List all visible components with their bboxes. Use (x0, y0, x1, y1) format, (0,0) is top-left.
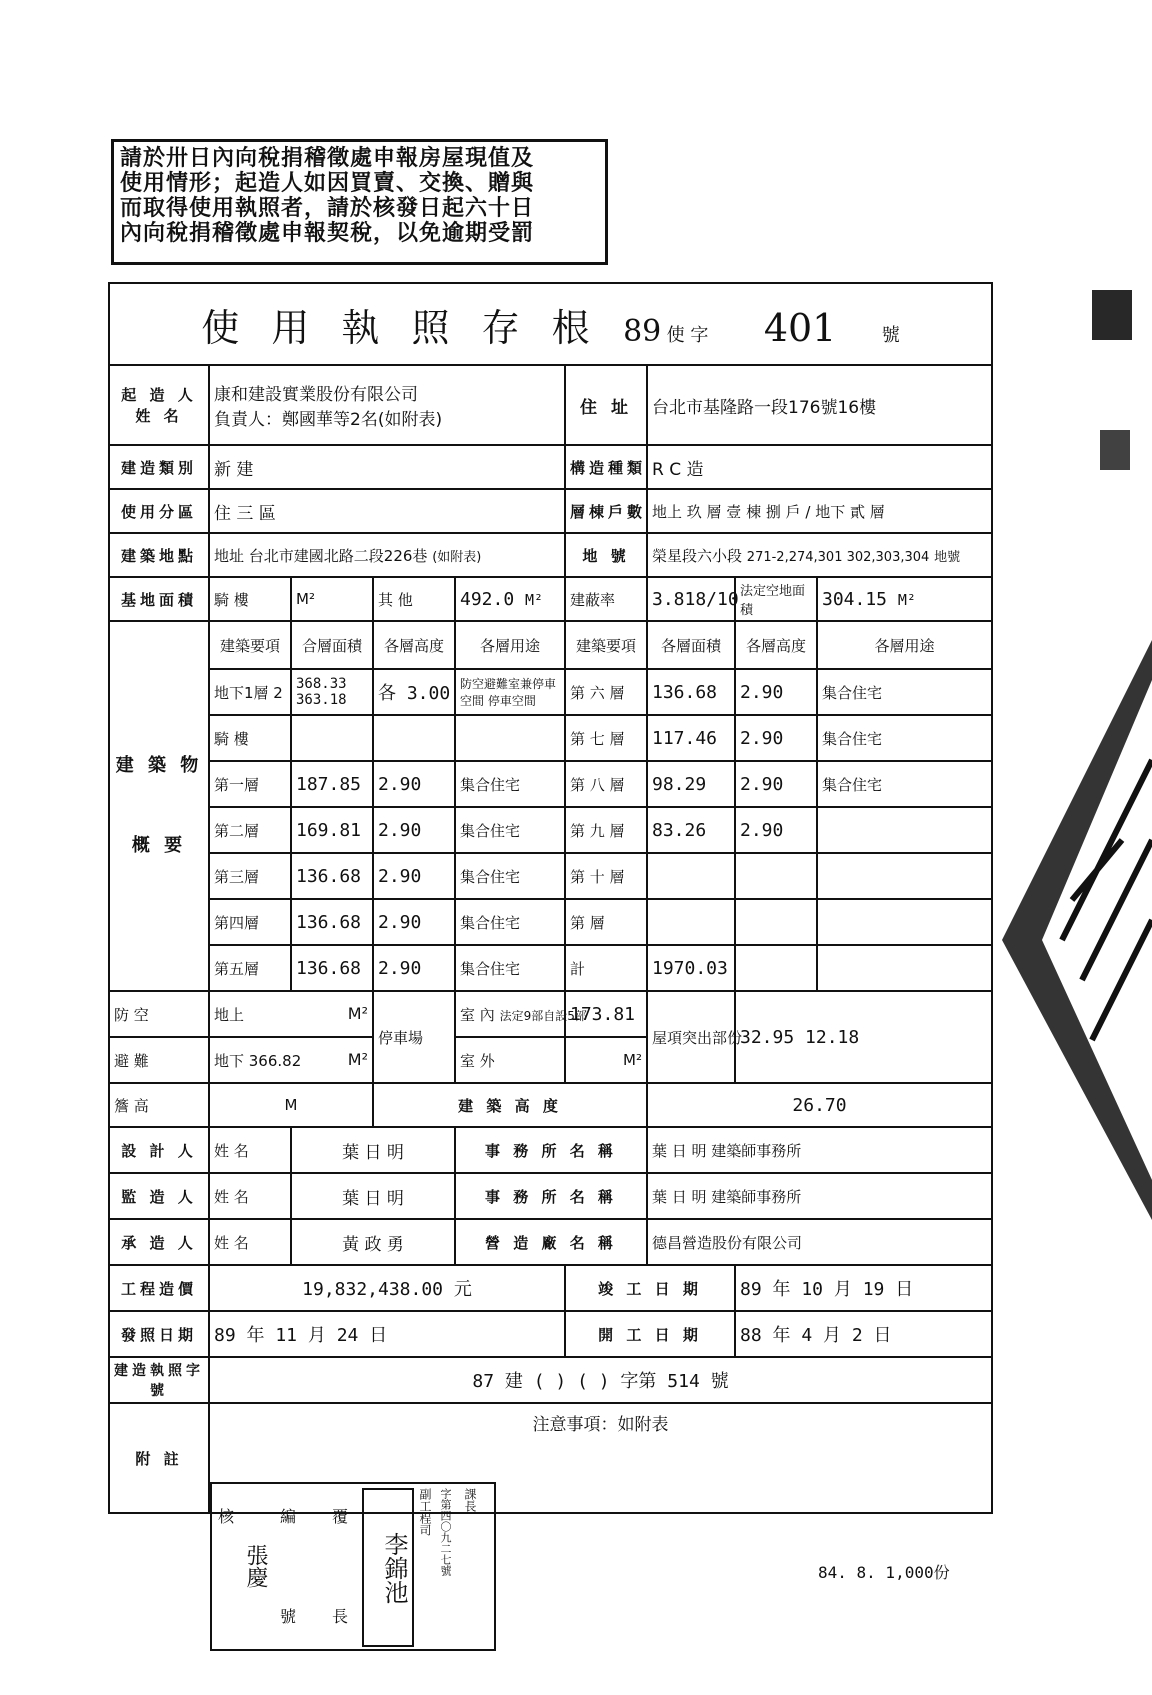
floor-right-height: 2.90 (735, 715, 817, 761)
designer-label: 設 計 人 (109, 1127, 209, 1173)
floor-right-height: 2.90 (735, 807, 817, 853)
permit-label: 建造執照字號 (109, 1357, 209, 1403)
floor-left-height: 2.90 (373, 945, 455, 991)
site-address: 台北市建國北路二段226巷 (248, 546, 428, 565)
floor-right-name: 第 八 層 (565, 761, 647, 807)
contractor-label: 承 造 人 (109, 1219, 209, 1265)
floors-label: 層棟戶數 (565, 489, 647, 533)
owner-address: 台北市基隆路一段176號16樓 (647, 365, 992, 445)
designer-name: 葉 日 明 (291, 1127, 455, 1173)
supervisor-office-label: 事 務 所 名 稱 (455, 1173, 647, 1219)
title-number: 401 (763, 305, 837, 350)
lot-numbers: 271-2,274,301 302,303,304 (746, 549, 930, 565)
struct-label: 構造種類 (565, 445, 647, 489)
remark-label: 附 註 (109, 1403, 209, 1513)
zone-label: 使用分區 (109, 489, 209, 533)
open-area-unit: M² (897, 590, 916, 609)
other-area-unit: M² (525, 590, 544, 609)
floor-left-height: 各 3.00 (373, 669, 455, 715)
area-label: 基地面積 (109, 577, 209, 621)
designer-office-label: 事 務 所 名 稱 (455, 1127, 647, 1173)
build-type-label: 建造類別 (109, 445, 209, 489)
floor-right-use (817, 945, 992, 991)
permit-form (108, 282, 993, 1514)
shelter-above-text: 地上 (214, 1005, 245, 1024)
floor-right-area: 98.29 (647, 761, 735, 807)
designer-name-label: 姓 名 (209, 1127, 291, 1173)
floor-left-use: 防空避難室兼停車空間 停車空間 (455, 669, 565, 715)
eave-label: 簷 高 (109, 1083, 209, 1127)
site-addr-label: 地址 (214, 546, 245, 565)
site-label: 建築地點 (109, 533, 209, 577)
floor-row (109, 807, 992, 853)
floor-row (109, 761, 992, 807)
site-address-cell (209, 533, 565, 577)
section-label (109, 621, 209, 991)
floor-left-name: 騎 樓 (209, 715, 291, 761)
floor-left-name: 第二層 (209, 807, 291, 853)
title-type: 使 字 (666, 324, 709, 346)
stamp-dept: 副工程司 (418, 1488, 432, 1536)
floor-left-area (291, 715, 373, 761)
floors-value: 地上 玖 層 壹 棟 捌 戶 / 地下 貳 層 (647, 489, 992, 533)
parking-indoor-label: 室 內 (460, 1005, 495, 1024)
permit-number: 87 建 ( ) ( ) 字第 514 號 (209, 1357, 992, 1403)
issue-label: 發照日期 (109, 1311, 209, 1357)
floor-left-area: 136.68 (291, 945, 373, 991)
other-area (455, 577, 565, 621)
hdr-col2: 合層面積 (291, 621, 373, 669)
floor-right-area: 1970.03 (647, 945, 735, 991)
ratio-cell (565, 577, 647, 621)
parking-outdoor: 室 外 (455, 1037, 565, 1083)
floor-right-height (735, 945, 817, 991)
build-type-value: 新 建 (209, 445, 565, 489)
owner-label: 起 造 人 姓 名 (109, 365, 209, 445)
struct-value: R C 造 (647, 445, 992, 489)
open-label: 法定空地面積 (735, 577, 817, 621)
ratio-label: 建蔽率 (570, 590, 616, 609)
zone-value: 住 三 區 (209, 489, 565, 533)
notice-box (111, 139, 608, 265)
stamp-person2: 李錦池 (362, 1488, 414, 1647)
floor-left-height: 2.90 (373, 807, 455, 853)
supervisor-office: 葉 日 明 建築師事務所 (647, 1173, 992, 1219)
floor-right-height (735, 899, 817, 945)
floor-right-height: 2.90 (735, 669, 817, 715)
torn-corner-stamp (972, 280, 1152, 1380)
hdr-col4: 各層用途 (455, 621, 565, 669)
approval-stamp (210, 1482, 496, 1651)
done-label: 竣 工 日 期 (565, 1265, 735, 1311)
supervisor-name-label: 姓 名 (209, 1173, 291, 1219)
eave-unit: M (209, 1083, 373, 1127)
owner-company: 康和建設實業股份有限公司 (214, 385, 418, 405)
floor-left-area: 368.33 363.18 (291, 669, 373, 715)
shelter-below-text: 地下 366.82 (214, 1051, 302, 1070)
floor-row (109, 669, 992, 715)
floor-right-name: 第 十 層 (565, 853, 647, 899)
form-title: 使 用 執 照 存 根 (201, 305, 600, 350)
designer-office: 葉 日 明 建築師事務所 (647, 1127, 992, 1173)
notice-line: 請於卅日內向稅捐稽徵處申報房屋現值及 (120, 146, 535, 171)
floor-left-area: 136.68 (291, 899, 373, 945)
arcade-label: 騎 樓 (209, 577, 291, 621)
parking-label: 停車場 (373, 991, 455, 1083)
shelter-label-b: 避 難 (109, 1037, 209, 1083)
floor-right-height (735, 853, 817, 899)
floor-left-use: 集合住宅 (455, 899, 565, 945)
supervisor-name: 葉 日 明 (291, 1173, 455, 1219)
contractor-name: 黃 政 勇 (291, 1219, 455, 1265)
done-date: 89 年 10 月 19 日 (735, 1265, 992, 1311)
floor-right-use: 集合住宅 (817, 761, 992, 807)
floor-right-height: 2.90 (735, 761, 817, 807)
floor-right-use (817, 899, 992, 945)
floor-right-name: 第 七 層 (565, 715, 647, 761)
other-label: 其 他 (373, 577, 455, 621)
cost-label: 工程造價 (109, 1265, 209, 1311)
cost-value: 19,832,438.00 元 (209, 1265, 565, 1311)
print-info: 84. 8. 1,000份 (818, 1563, 950, 1582)
contractor-office: 德昌營造股份有限公司 (647, 1219, 992, 1265)
floor-left-height: 2.90 (373, 899, 455, 945)
floor-left-use (455, 715, 565, 761)
floor-left-name: 第五層 (209, 945, 291, 991)
hdr-col8: 各層用途 (817, 621, 992, 669)
notice-line: 使用情形；起造人如因買賣、交換、贈與 (120, 171, 535, 196)
floor-right-use (817, 807, 992, 853)
lot-label: 地 號 (565, 533, 647, 577)
floor-left-area: 136.68 (291, 853, 373, 899)
floor-left-height (373, 715, 455, 761)
title-suffix: 號 (881, 324, 900, 346)
roof-value: 32.95 12.18 (735, 991, 992, 1083)
stamp-col4: 號 (280, 1607, 297, 1626)
floor-left-use: 集合住宅 (455, 761, 565, 807)
issue-date: 89 年 11 月 24 日 (209, 1311, 565, 1357)
shelter-above (209, 991, 373, 1037)
hdr-col7: 各層高度 (735, 621, 817, 669)
open-area-value: 304.15 (822, 588, 888, 610)
floor-left-name: 第三層 (209, 853, 291, 899)
floor-left-name: 第四層 (209, 899, 291, 945)
floor-right-name: 第 層 (565, 899, 647, 945)
contractor-name-label: 姓 名 (209, 1219, 291, 1265)
floor-right-area (647, 853, 735, 899)
building-height-value: 26.70 (647, 1083, 992, 1127)
roof-label: 屋項突出部份 (647, 991, 735, 1083)
stamp-person1: 張慶 (243, 1544, 268, 1588)
other-area-value: 492.0 (460, 588, 515, 610)
site-address-note: (如附表) (432, 549, 482, 565)
floor-left-height: 2.90 (373, 761, 455, 807)
shelter-label-a: 防 空 (109, 991, 209, 1037)
stamp-col2: 編 (280, 1507, 297, 1526)
hdr-col5: 建築要項 (565, 621, 647, 669)
contractor-office-label: 營 造 廠 名 稱 (455, 1219, 647, 1265)
notice-line: 內向稅捐稽徵處申報契稅，以免逾期受罰 (120, 221, 535, 246)
section-label-text: 建 築 物 概 要 (115, 755, 203, 856)
lot-section: 榮星段六小段 (652, 546, 743, 565)
floor-left-use: 集合住宅 (455, 853, 565, 899)
floor-left-area: 187.85 (291, 761, 373, 807)
floor-right-name: 第 九 層 (565, 807, 647, 853)
floor-left-height: 2.90 (373, 853, 455, 899)
open-area (817, 577, 992, 621)
stamp-ref: 字第四〇九二七號 (439, 1488, 452, 1576)
shelter-above-unit: M² (347, 1003, 368, 1023)
parking-outdoor-value: M² (565, 1037, 647, 1083)
floor-right-use: 集合住宅 (817, 669, 992, 715)
floor-left-name: 第一層 (209, 761, 291, 807)
floor-right-name: 第 六 層 (565, 669, 647, 715)
floor-left-use: 集合住宅 (455, 807, 565, 853)
parking-indoor-note: 法定9部自設5部 (499, 1008, 587, 1023)
title-year: 89 (623, 313, 662, 349)
shelter-below-unit: M² (347, 1049, 368, 1069)
ratio-value: 3.818/10 (647, 577, 735, 621)
stamp-col5: 長 (332, 1607, 349, 1626)
floor-right-use: 集合住宅 (817, 715, 992, 761)
floor-right-use (817, 853, 992, 899)
floor-right-area: 83.26 (647, 807, 735, 853)
lot-suffix: 地號 (934, 549, 961, 565)
hdr-col3: 各層高度 (373, 621, 455, 669)
supervisor-label: 監 造 人 (109, 1173, 209, 1219)
parking-indoor (455, 991, 587, 1037)
floor-right-name: 計 (565, 945, 647, 991)
lot-cell (647, 533, 992, 577)
floor-left-use: 集合住宅 (455, 945, 565, 991)
stamp-role: 課長 (463, 1488, 477, 1512)
floor-right-area: 117.46 (647, 715, 735, 761)
owner-cell (209, 365, 565, 445)
floor-left-name: 地下1層 2 (209, 669, 291, 715)
stamp-col1: 核 (218, 1507, 235, 1526)
hdr-col6: 各層面積 (647, 621, 735, 669)
floor-row (109, 853, 992, 899)
floor-row (109, 945, 992, 991)
floor-row (109, 715, 992, 761)
parking-indoor-value: 173.81 (565, 991, 647, 1037)
remark-text: 注意事項：如附表 (532, 1415, 669, 1435)
floor-right-area (647, 899, 735, 945)
floor-row (109, 899, 992, 945)
title-cell (109, 283, 992, 365)
floor-right-area: 136.68 (647, 669, 735, 715)
building-height-label: 建 築 高 度 (373, 1083, 647, 1127)
notice-line: 而取得使用執照者，請於核發日起六十日 (120, 196, 535, 221)
hdr-col1: 建築要項 (209, 621, 291, 669)
start-label: 開 工 日 期 (565, 1311, 735, 1357)
shelter-below (209, 1037, 373, 1083)
addr-label: 住 址 (565, 365, 647, 445)
stamp-col3: 覆 (332, 1507, 349, 1526)
start-date: 88 年 4 月 2 日 (735, 1311, 992, 1357)
floor-left-area: 169.81 (291, 807, 373, 853)
owner-person: 負責人：鄭國華等2名(如附表) (214, 410, 443, 430)
arcade-unit: M² (291, 577, 373, 621)
